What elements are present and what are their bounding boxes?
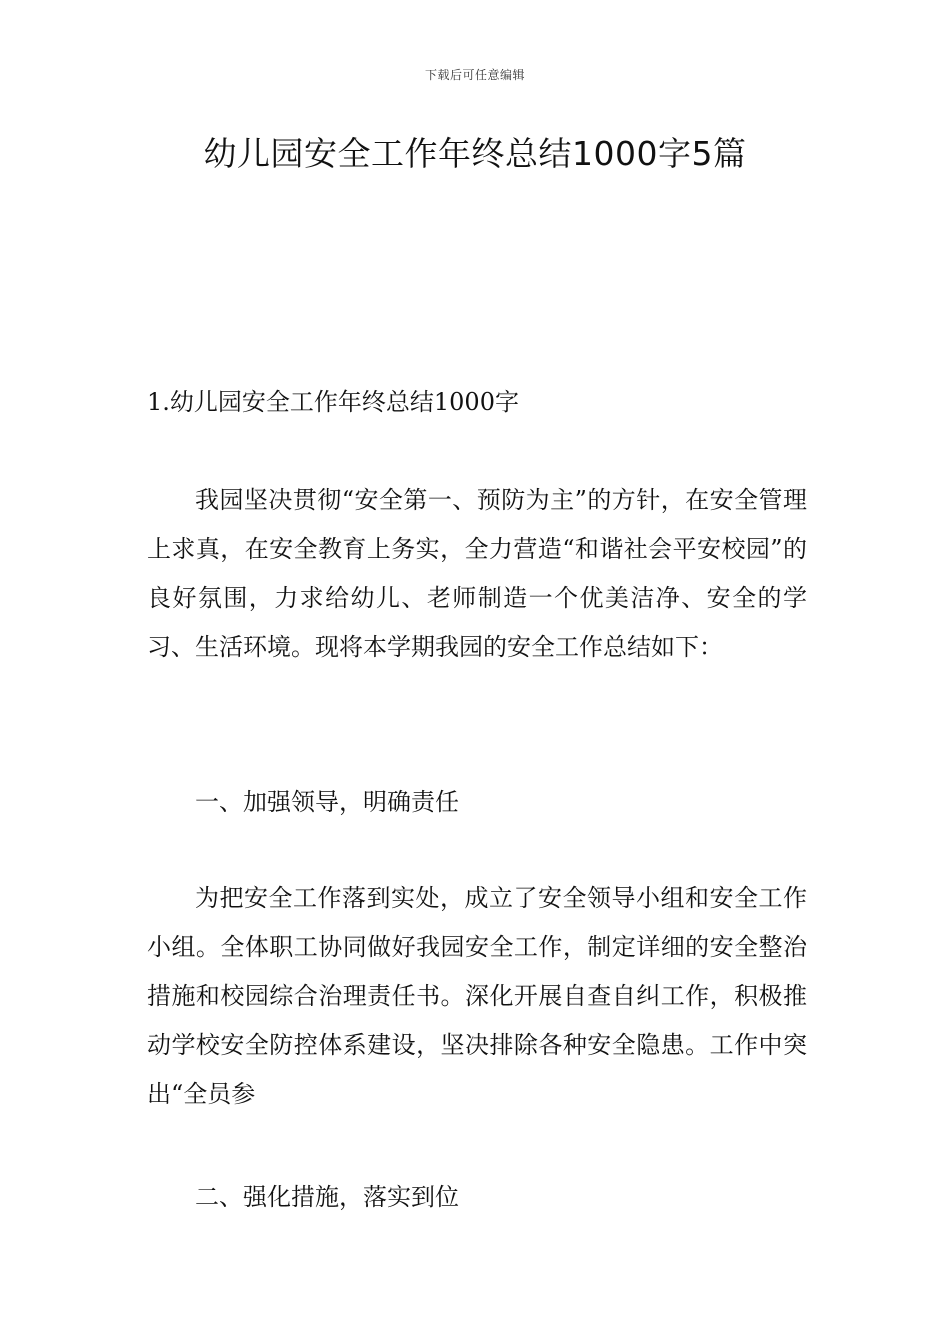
document-title: 幼儿园安全工作年终总结1000字5篇 bbox=[203, 134, 747, 173]
heading-1: 一、加强领导，明确责任 bbox=[195, 788, 459, 816]
heading-2: 二、强化措施，落实到位 bbox=[195, 1183, 459, 1211]
paragraph-intro: 我园坚决贯彻“安全第一、预防为主”的方针，在安全管理上求真，在安全教育上务实，全力营造“和谐社会平安校园”的良好氛围，力求给幼儿、老师制造一个优美洁净、安全的学习、生活环境。现将本学期我园的安全工作总结如下： bbox=[147, 486, 807, 661]
header-note: 下载后可任意编辑 bbox=[424, 68, 525, 82]
paragraph-leadership: 为把安全工作落到实处，成立了安全领导小组和安全工作小组。全体职工协同做好我园安全工作，制定详细的安全整治措施和校园综合治理责任书。深化开展自查自纠工作，积极推动学校安全防控体系建设，坚决排除各种安全隐患。工作中突出“全员参 bbox=[147, 884, 807, 1108]
section-title: 1.幼儿园安全工作年终总结1000字 bbox=[147, 388, 519, 416]
